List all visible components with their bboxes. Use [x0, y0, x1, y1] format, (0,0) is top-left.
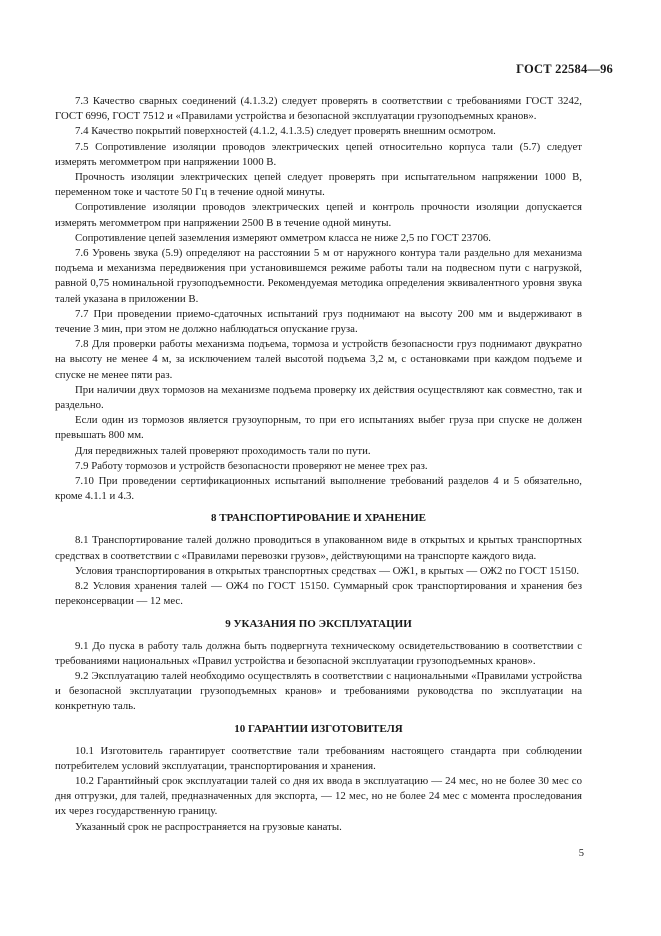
paragraph-grounding-resistance: Сопротивление цепей заземления измеряют омметром класса не ниже 2,5 по ГОСТ 23706.: [75, 231, 491, 244]
paragraph-8-2: 8.2 Условия хранения талей — ОЖ4 по ГОСТ 15150. Суммарный срок транспортирования и хранения без переконсервации — 12 мес.: [55, 580, 582, 608]
paragraph-load-brake: Если один из тормозов является грузоупорным, то при его испытаниях выбег груза при спуске не должен превышать 800 мм.: [55, 414, 582, 442]
paragraph-10-1: 10.1 Изготовитель гарантирует соответствие тали требованиям настоящего стандарта при соблюдении потребителем условий эксплуатации, транспортирования и хранения.: [55, 744, 582, 772]
section-heading-9: 9 УКАЗАНИЯ ПО ЭКСПЛУАТАЦИИ: [225, 617, 412, 630]
paragraph-7-7: 7.7 При проведении приемо-сдаточных испытаний груз поднимают на высоту 200 мм и выдерживают в течение 3 мин, при этом не должно наблюдаться опускание груза.: [55, 307, 582, 336]
page-number: 5: [578, 848, 584, 859]
paragraph-two-brakes: При наличии двух тормозов на механизме подъема проверку их действия осуществляют как совместно, так и раздельно.: [55, 383, 582, 412]
paragraph-9-2: 9.2 Эксплуатацию талей необходимо осуществлять в соответствии с национальными «Правилами устройства и безопасной эксплуатации грузоподъемных кранов» и требованиями руководства по эксплуатации на конкретную таль.: [55, 669, 582, 713]
paragraph-9-1: 9.1 До пуска в работу таль должна быть подвергнута техническому освидетельствованию в соответствии с требованиями национальных «Правил устройства и безопасной эксплуатации грузоподъемных кранов».: [55, 639, 582, 667]
paragraph-7-8: 7.8 Для проверки работы механизма подъема, тормоза и устройств безопасности груз поднимают двукратно на высоту не менее 4 м, за исключением талей высотой подъема 3,2 м, с остановками при каждом подъеме и спуске не менее пяти раз.: [55, 338, 582, 381]
document-body: [55, 94, 582, 835]
paragraph-transport-conditions: Условия транспортирования в открытых транспортных средствах — ОЖ1, в крытых — ОЖ2 по ГОСТ 15150.: [75, 564, 580, 577]
paragraph-8-1: 8.1 Транспортирование талей должно проводиться в упакованном виде в открытых и крытых транспортных средствах в соответствии с «Правилами перевозки грузов», действующими на транспорте каждого вида.: [55, 534, 582, 562]
paragraph-7-9: 7.9 Работу тормозов и устройств безопасности проверяют не менее трех раз.: [75, 459, 428, 472]
section-heading-10: 10 ГАРАНТИИ ИЗГОТОВИТЕЛЯ: [234, 722, 403, 735]
paragraph-7-3: 7.3 Качество сварных соединений (4.1.3.2) следует проверять в соответствии с требованиями ГОСТ 3242, ГОСТ 6996, ГОСТ 7512 и «Правилами устройства и безопасной эксплуатации грузоподъемных кранов».: [55, 95, 582, 123]
paragraph-10-2: 10.2 Гарантийный срок эксплуатации талей со дня их ввода в эксплуатацию — 24 мес, но не более 30 мес со дня отгрузки, для талей, предназначенных для экспорта, — 12 мес, но не более 24 мес с момента проследования их через государственную границу.: [55, 774, 582, 818]
paragraph-7-6: 7.6 Уровень звука (5.9) определяют на расстоянии 5 м от наружного контура тали раздельно для механизма подъема и механизма передвижения при установившемся режиме работы тали на подвесном пути с нагрузкой, равной 0,75 номинальной грузоподъемности. Рекомендуемая методика определения эквивалентного уровня звука талей указана в приложении В.: [55, 247, 582, 305]
paragraph-insulation-strength: Прочность изоляции электрических цепей следует проверять при испытательном напряжении 1000 В, переменном токе и частоте 50 Гц в течение одной минуты.: [55, 171, 582, 199]
paragraph-7-10: 7.10 При проведении сертификационных испытаний выполнение требований разделов 4 и 5 обязательно, кроме 4.1.1 и 4.3.: [55, 475, 582, 503]
paragraph-warranty-exclusion: Указанный срок не распространяется на грузовые канаты.: [75, 820, 342, 833]
paragraph-7-5: 7.5 Сопротивление изоляции проводов электрических цепей относительно корпуса тали (5.7) следует измерять мегомметром при напряжении 1000 В.: [55, 140, 582, 168]
paragraph-7-4: 7.4 Качество покрытий поверхностей (4.1.2, 4.1.3.5) следует проверять внешним осмотром.: [75, 125, 496, 138]
paragraph-mobile-hoists: Для передвижных талей проверяют проходимость тали по пути.: [75, 444, 371, 457]
document-header: ГОСТ 22584—96: [516, 62, 613, 76]
paragraph-insulation-resistance: Сопротивление изоляции проводов электрических цепей и контроль прочности изоляции допускается измерять мегомметром при напряжении 2500 В в течение одной минуты.: [55, 201, 582, 229]
section-heading-8: 8 ТРАНСПОРТИРОВАНИЕ И ХРАНЕНИЕ: [210, 512, 427, 525]
